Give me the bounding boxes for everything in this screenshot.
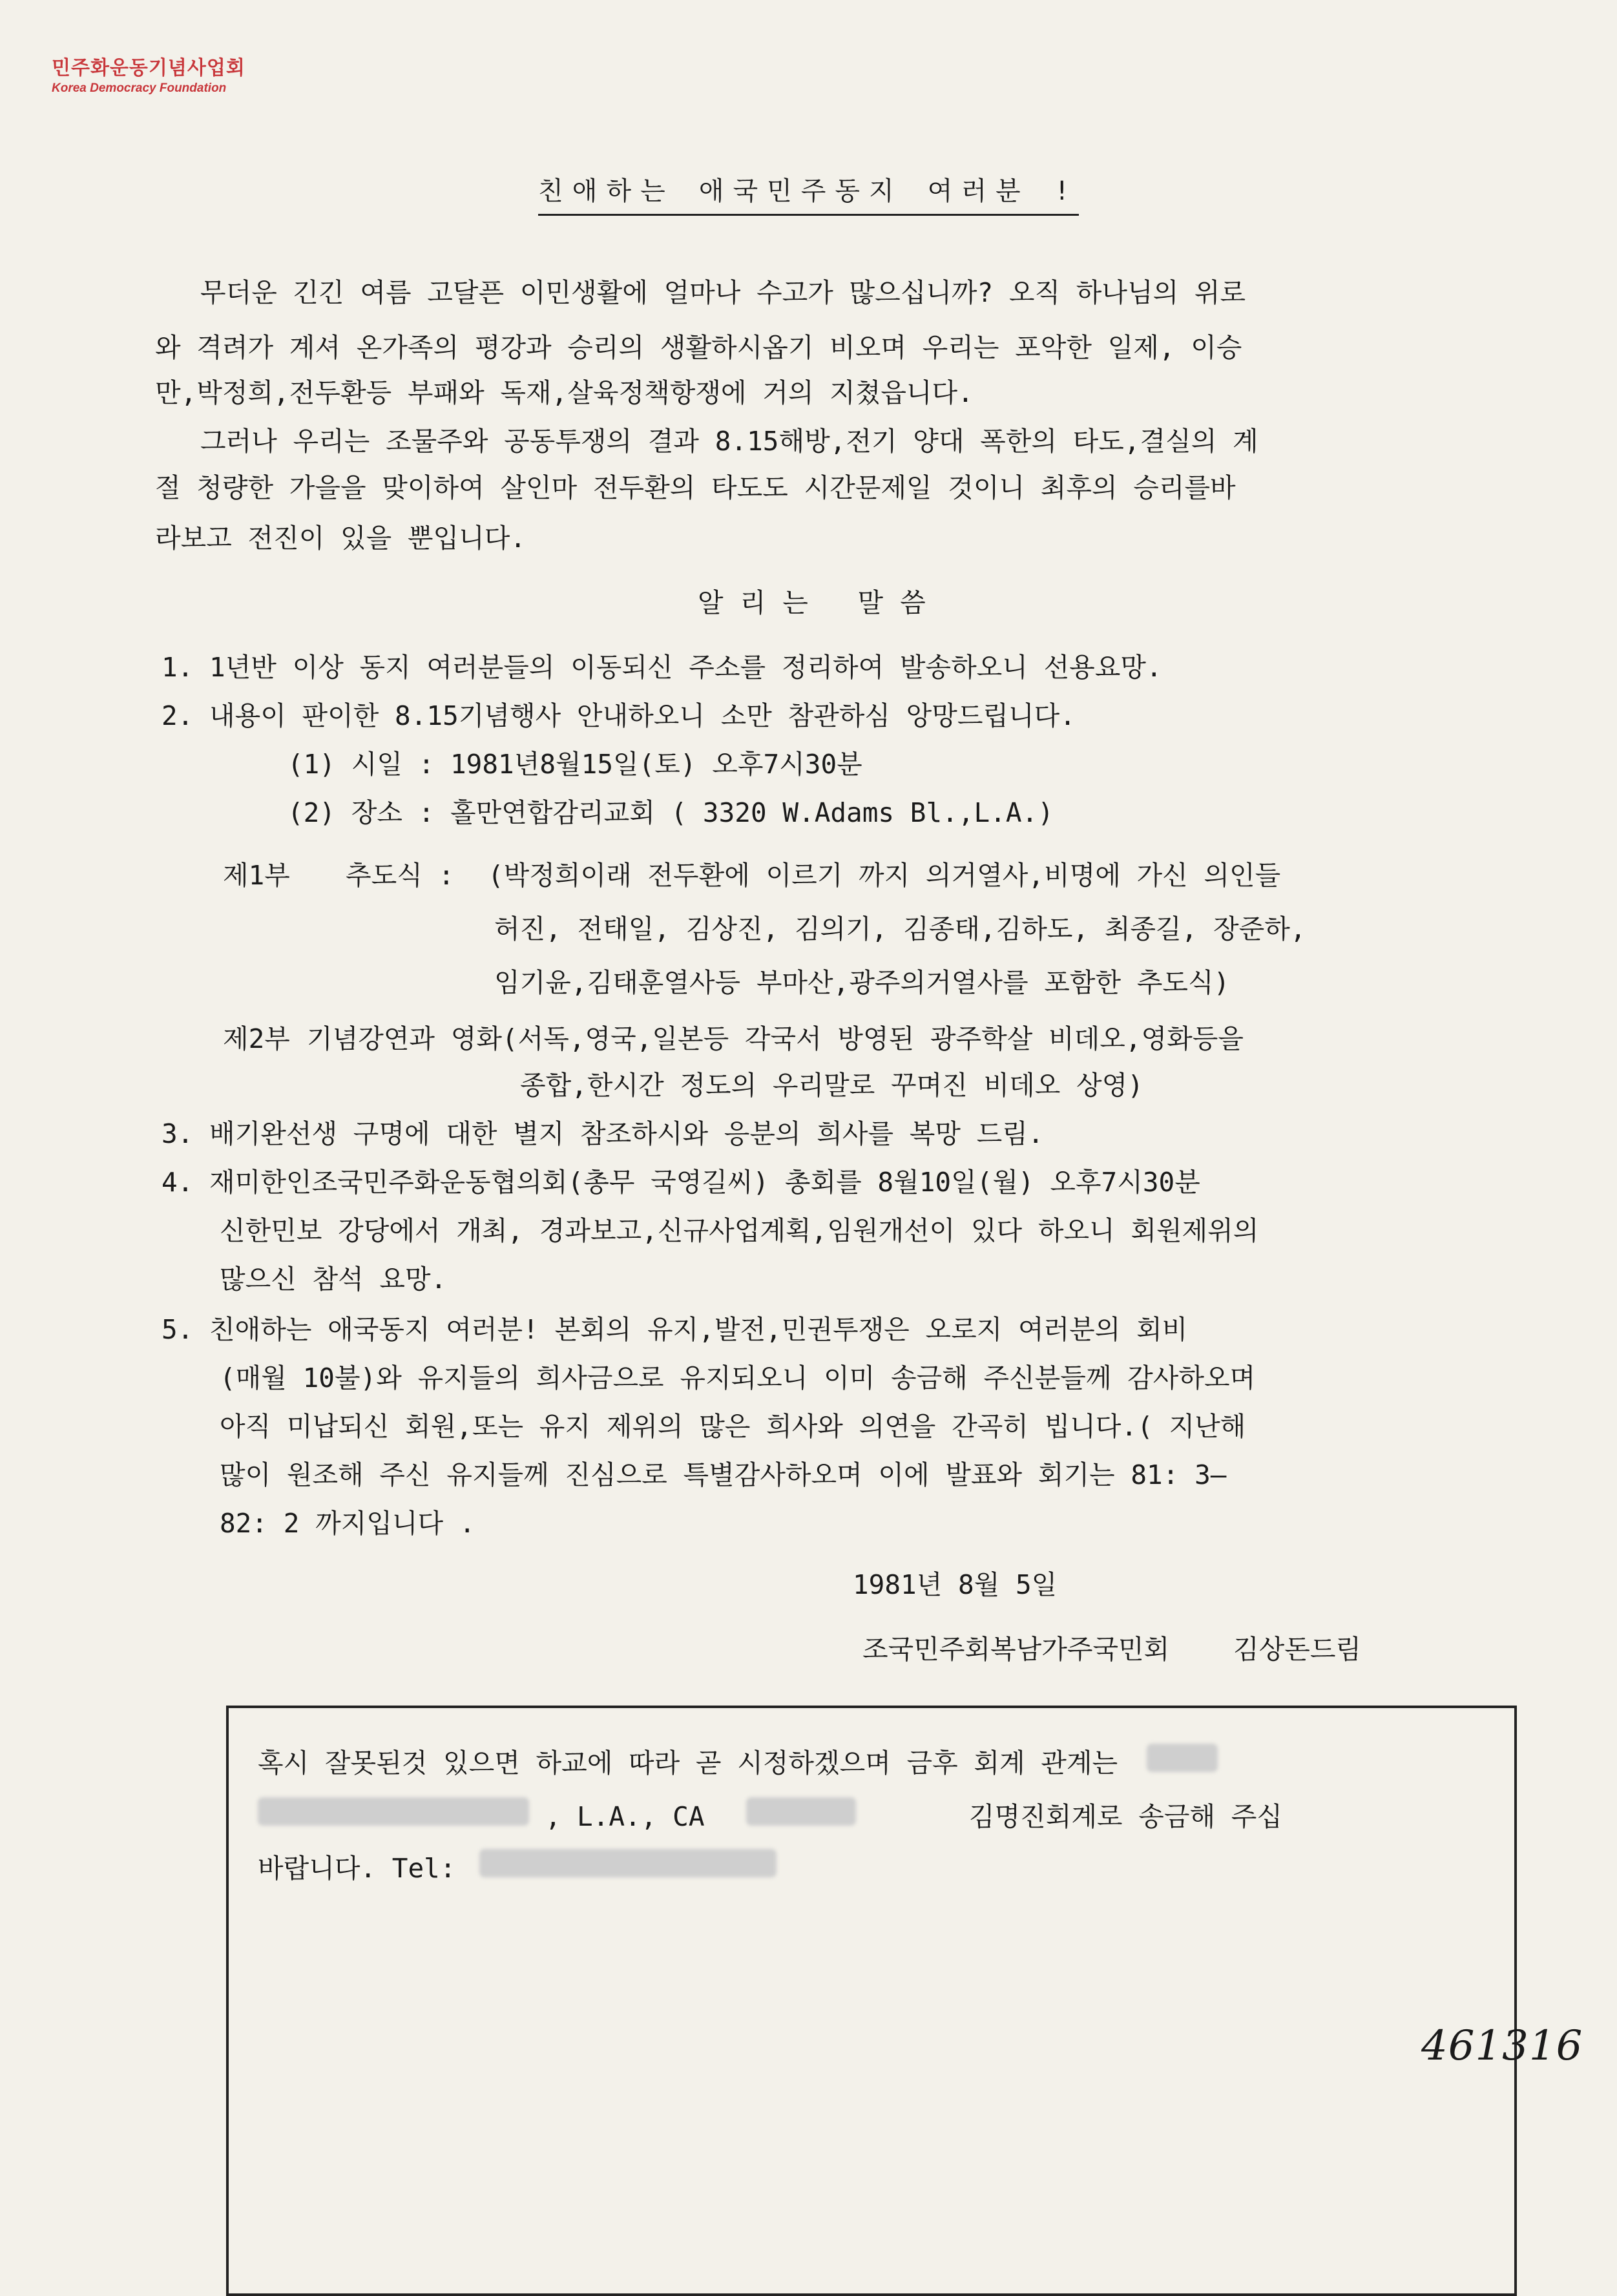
archive-number: 461316 (1421, 2022, 1583, 2070)
intro-line-6: 라보고 전진이 있을 뿐입니다. (155, 523, 527, 554)
intro-line-3: 만,박정희,전두환등 부패와 독재,살육정책항쟁에 거의 지쳤읍니다. (155, 377, 974, 408)
box-line-1 (258, 1742, 1218, 1780)
redacted-address-number (1147, 1744, 1218, 1772)
foundation-watermark (52, 52, 245, 96)
part2-text: 기념강연과 영화(서독,영국,일본등 각국서 방영된 광주학살 비데오,영화등을 (307, 1023, 1244, 1054)
notice-item-5-d: 많이 원조해 주신 유지들께 진심으로 특별감사하오며 이에 발표와 회기는 81: 3— (220, 1459, 1227, 1490)
part1-title: 추도식 : (346, 860, 455, 891)
box-line-3 (258, 1847, 777, 1885)
notice-item-5-a: 5. 친애하는 애국동지 여러분! 본회의 유지,발전,민권투쟁은 오로지 여러분의 회비 (162, 1314, 1188, 1345)
box-city: , L.A., CA (545, 1801, 705, 1832)
redacted-street (258, 1797, 529, 1826)
intro-line-1: 무더운 긴긴 여름 고달픈 이민생활에 얼마나 수고가 많으십니까? 오직 하나님의 위로 (200, 277, 1246, 308)
part1-names-2: 임기윤,김태훈열사등 부마산,광주의거열사를 포함한 추도식) (494, 967, 1230, 998)
notice-heading: 알리는 말씀 (698, 587, 943, 618)
notice-item-5-e: 82: 2 까지입니다 . (220, 1508, 475, 1539)
redacted-zip (746, 1797, 856, 1826)
intro-line-2: 와 격려가 계셔 온가족의 평강과 승리의 생활하시옵기 비오며 우리는 포악한 일제, 이승 (155, 332, 1242, 363)
notice-item-1: 1. 1년반 이상 동지 여러분들의 이동되신 주소를 정리하여 발송하오니 선용요망. (162, 652, 1162, 683)
intro-line-4: 그러나 우리는 조물주와 공동투쟁의 결과 8.15해방,전기 양대 폭한의 타도,결실의 계 (200, 426, 1258, 457)
part2-label: 제2부 (223, 1023, 290, 1054)
letter-title: 친애하는 애국민주동지 여러분 ! (0, 171, 1617, 207)
notice-item-4-b: 신한민보 강당에서 개최, 경과보고,신규사업계획,임원개선이 있다 하오니 회원제위의 (220, 1215, 1259, 1246)
box-treasurer: 김명진회계로 송금해 주십 (968, 1801, 1282, 1832)
notice-item-4-c: 많으신 참석 요망. (220, 1264, 447, 1295)
box-tel-label: 바랍니다. Tel: (258, 1853, 456, 1884)
watermark-korean: 민주화운동기념사업회 (52, 57, 245, 79)
event-time: (1) 시일 : 1981년8월15일(토) 오후7시30분 (287, 749, 862, 780)
letter-date: 1981년 8월 5일 (853, 1569, 1058, 1600)
notice-item-5-b: (매월 10불)와 유지들의 희사금으로 유지되오니 이미 송금해 주신분들께 감사하오며 (220, 1362, 1256, 1393)
notice-item-3: 3. 배기완선생 구명에 대한 별지 참조하시와 응분의 희사를 복망 드림. (162, 1118, 1044, 1149)
intro-line-5: 절 청량한 가을을 맞이하여 살인마 전두환의 타도도 시간문제일 것이니 최후의 승리를바 (155, 472, 1236, 503)
part1-names-1: 허진, 전태일, 김상진, 김의기, 김종태,김하도, 최종길, 장준하, (494, 913, 1306, 944)
redacted-phone (479, 1849, 777, 1877)
box-line-1-text: 혹시 잘못된것 있으면 하교에 따라 곧 시정하겠으며 금후 회계 관계는 (258, 1748, 1118, 1779)
part1-text: (박정희이래 전두환에 이르기 까지 의거열사,비명에 가신 의인들 (488, 860, 1281, 891)
box-line-2 (258, 1795, 1282, 1833)
letter-signature: 조국민주회복남가주국민회 김상돈드림 (862, 1634, 1362, 1665)
notice-item-2: 2. 내용이 판이한 8.15기념행사 안내하오니 소만 참관하심 앙망드립니다. (162, 700, 1076, 731)
watermark-english: Korea Democracy Foundation (52, 81, 227, 95)
notice-item-5-c: 아직 미납되신 회원,또는 유지 제위의 많은 희사와 의연을 간곡히 빕니다.( 지난해 (220, 1411, 1246, 1442)
part1-label: 제1부 (223, 860, 290, 891)
remittance-notice-box (226, 1706, 1517, 2296)
event-place: (2) 장소 : 홀만연합감리교회 ( 3320 W.Adams Bl.,L.A.) (287, 797, 1054, 828)
part2-text-2: 종합,한시간 정도의 우리말로 꾸며진 비데오 상영) (520, 1070, 1143, 1101)
notice-item-4-a: 4. 재미한인조국민주화운동협의회(총무 국영길씨) 총회를 8월10일(월) 오후7시30분 (162, 1167, 1200, 1198)
